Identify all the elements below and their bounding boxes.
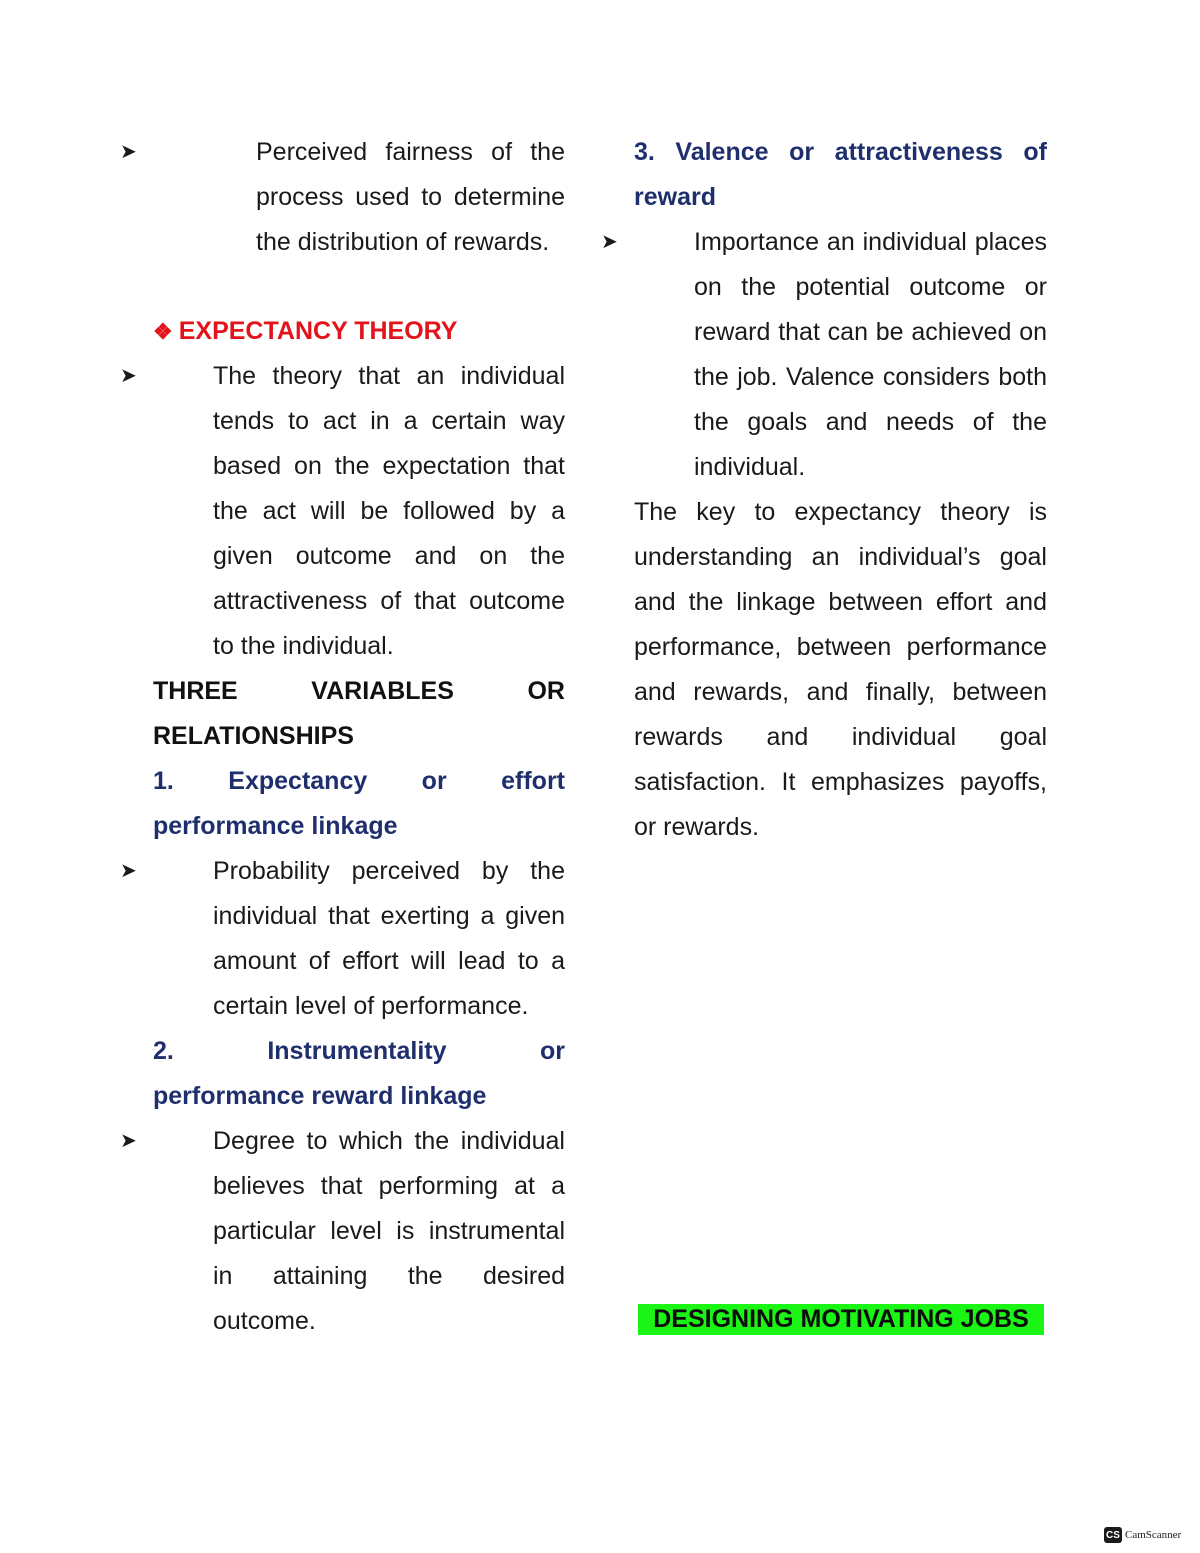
key-paragraph: The key to expectancy theory is understanding an individual’s goal and the linkage between effort and performance, between performance and rewards, and finally, between rewards and individual goal satisfaction. It emphasizes payoffs, or rewards.	[634, 498, 1047, 841]
item3-bullet: ➤ Importance an individual places on the potential outcome or reward that can be achieved on the job. Valence considers both the goals and needs of the individual.	[634, 220, 1047, 490]
arrow-bullet-icon: ➤	[601, 231, 618, 253]
arrow-bullet-icon: ➤	[120, 365, 137, 387]
item2-heading: 2. Instrumentality or	[153, 1037, 565, 1065]
item3-heading-cont: reward	[634, 183, 716, 211]
arrow-bullet-icon: ➤	[120, 141, 137, 163]
item1-heading: 1. Expectancy or effort	[153, 767, 565, 795]
item1-bullet: ➤ Probability perceived by the individual that exerting a given amount of effort will lead to a certain level of performance.	[153, 849, 565, 1029]
four-diamond-icon: ❖	[153, 319, 173, 344]
camscanner-label: CamScanner	[1125, 1529, 1182, 1541]
arrow-bullet-icon: ➤	[120, 1130, 137, 1152]
expectancy-theory-heading: ❖ EXPECTANCY THEORY	[153, 317, 458, 345]
designing-motivating-jobs-banner: DESIGNING MOTIVATING JOBS	[638, 1304, 1044, 1335]
bullet-theory-definition: ➤ The theory that an individual tends to act in a certain way based on the expectation that the act will be followed by a given outcome and on the attractiveness of that outcome to the individual.	[153, 354, 565, 669]
item1-heading-cont: performance linkage	[153, 812, 398, 840]
item2-heading-cont: performance reward linkage	[153, 1082, 487, 1110]
item2-bullet: ➤ Degree to which the individual believes that performing at a particular level is instrumental in attaining the desired outcome.	[153, 1119, 565, 1344]
item3-heading: 3. Valence or attractiveness of	[634, 138, 1047, 166]
three-variables-heading: THREE VARIABLES OR	[153, 677, 565, 705]
arrow-bullet-icon: ➤	[120, 860, 137, 882]
bullet-fairness: ➤ Perceived fairness of the process used to determine the distribution of rewards.	[153, 130, 565, 265]
camscanner-watermark	[1104, 1526, 1181, 1544]
camscanner-logo-icon: CS	[1104, 1527, 1122, 1543]
left-column	[120, 130, 565, 1344]
relationships-heading: RELATIONSHIPS	[153, 722, 354, 750]
right-column	[601, 130, 1047, 850]
